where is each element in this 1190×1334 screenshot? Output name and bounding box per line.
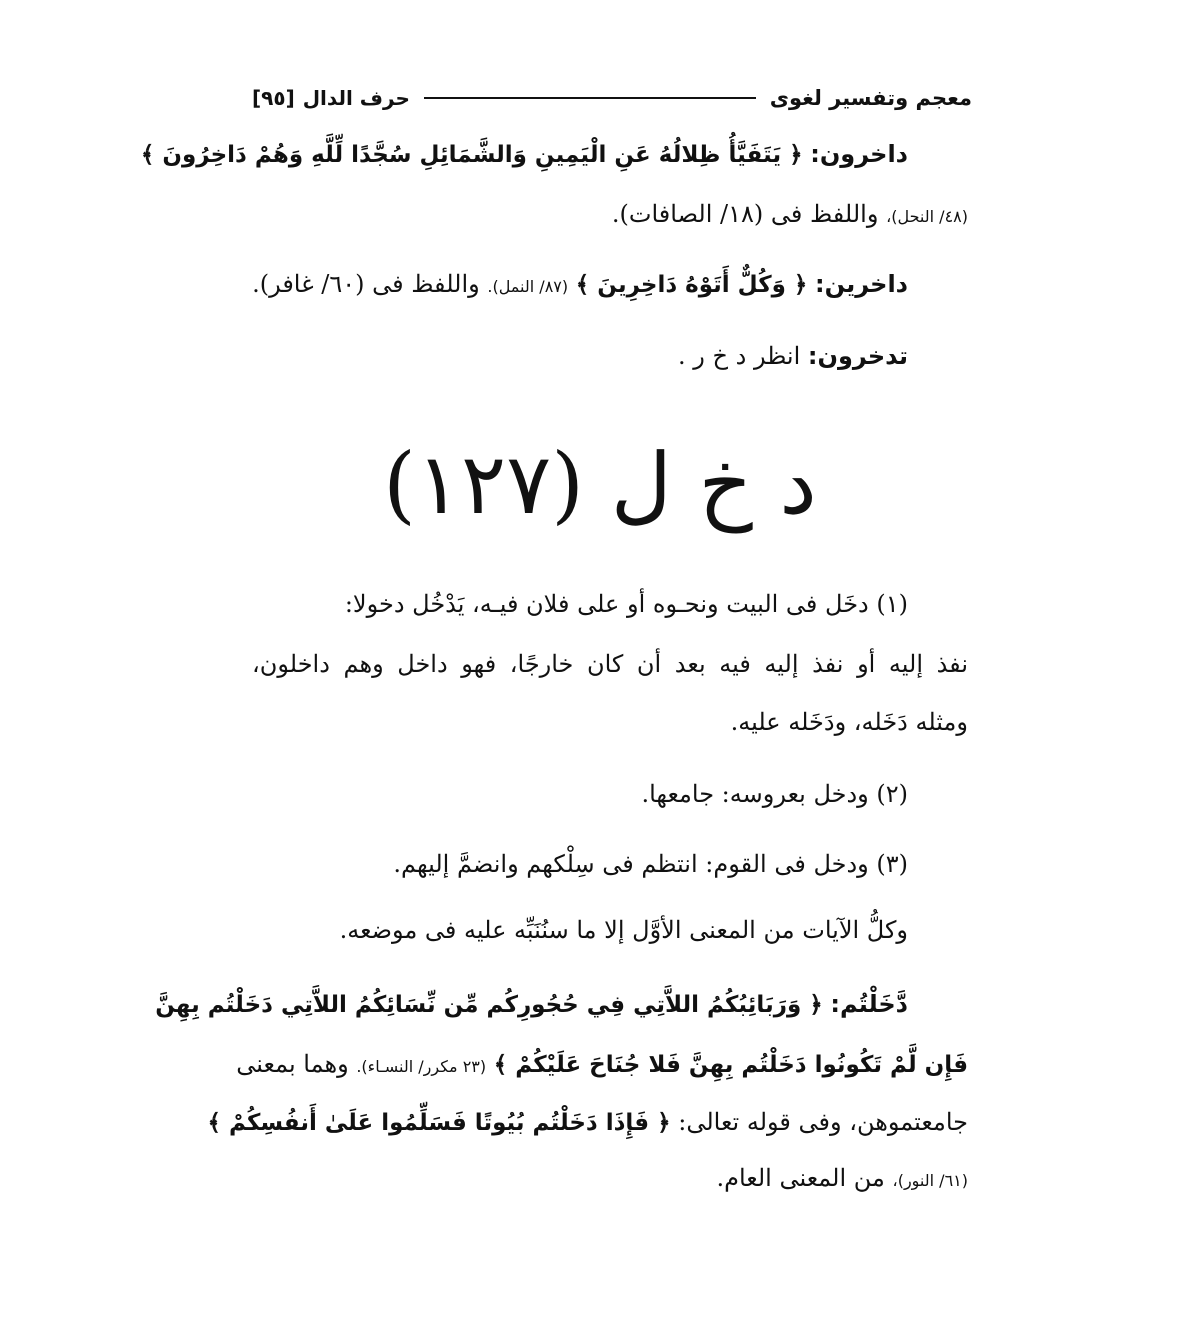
quran-verse: ﴿ وَكُلٌّ أَتَوْهُ دَاخِرِينَ ﴾ [575,272,808,298]
entry-text: انظر د خ ر . [678,342,801,370]
entry-text: وهما بمعنى [236,1050,349,1078]
book-title: معجم وتفسير لغوى [769,86,972,110]
verse-reference: (٢٣ مكرر/ النسـاء). [356,1057,487,1076]
usage-note: وكلُّ الآيات من المعنى الأوَّل إلا ما سنُنَبِّه عليه فى موضعه. [339,916,908,944]
entry-term: دَّخَلْتُم: [830,990,908,1018]
entry-term: داخرون: [810,140,908,168]
chapter-title: حرف الدال [302,86,410,110]
entry-dakhaltum-line1 [155,988,908,1022]
meaning-1-line3: ومثله دَخَله، ودَخَله عليه. [730,708,968,736]
entry-tadkhurun [678,340,908,374]
entry-dakhaltum-line2 [236,1048,968,1082]
quran-verse: فَإِن لَّمْ تَكُونُوا دَخَلْتُم بِهِنَّ فَلا جُنَاحَ عَلَيْكُمْ ﴾ [493,1052,968,1078]
verse-reference: (٨٧/ النمل). [487,277,569,296]
entry-dakhirun-line2 [612,198,968,232]
root-heading: د خ ل (١٢٧) [383,435,817,533]
entry-text: واللفظ فى (٦٠/ غافر). [252,270,480,298]
entry-dakhaltum-line3 [207,1106,968,1140]
page-number: [٩٥] [252,86,295,110]
header-rule [424,97,756,99]
entry-dakhirin [252,268,908,302]
quran-verse: ﴿ وَرَبَائِبُكُمُ اللاَّتِي فِي حُجُورِكُم مِّن نِّسَائِكُمُ اللاَّتِي دَخَلْتُم بِهِنَّ [155,992,823,1018]
meaning-1-line1: (١) دخَل فى البيت ونحـوه أو على فلان فيـه، يَدْخُل دخولا: [344,590,908,618]
verse-reference: (٦١/ النور)، [892,1171,968,1190]
entry-dakhirun-line1 [141,138,908,172]
verse-reference: (٤٨/ النحل)، [886,207,968,226]
entry-text: جامعتموهن، وفى قوله تعالى: [678,1108,968,1136]
entry-term: داخرين: [815,270,908,298]
running-header [252,80,972,116]
meaning-2: (٢) ودخل بعروسه: جامعها. [641,780,908,808]
entry-dakhaltum-line4 [716,1162,968,1196]
entry-text: واللفظ فى (١٨/ الصافات). [611,200,879,228]
quran-verse: ﴿ فَإِذَا دَخَلْتُم بُيُوتًا فَسَلِّمُوا عَلَىٰ أَنفُسِكُمْ ﴾ [207,1110,671,1136]
meaning-3: (٣) ودخل فى القوم: انتظم فى سِلْكهم وانضمَّ إليهم. [393,850,908,878]
quran-verse: ﴿ يَتَفَيَّأُ ظِلالُهُ عَنِ الْيَمِينِ وَالشَّمَائِلِ سُجَّدًا لِّلَّهِ وَهُمْ دَاخِرُونَ ﴾ [140,142,803,168]
entry-term: تدخرون: [807,342,908,370]
meaning-1-line2: نفذ إليه أو نفذ إليه فيه بعد أن كان خارجًا، فهو داخل وهم داخلون، [252,650,968,678]
entry-text: من المعنى العام. [716,1164,885,1192]
